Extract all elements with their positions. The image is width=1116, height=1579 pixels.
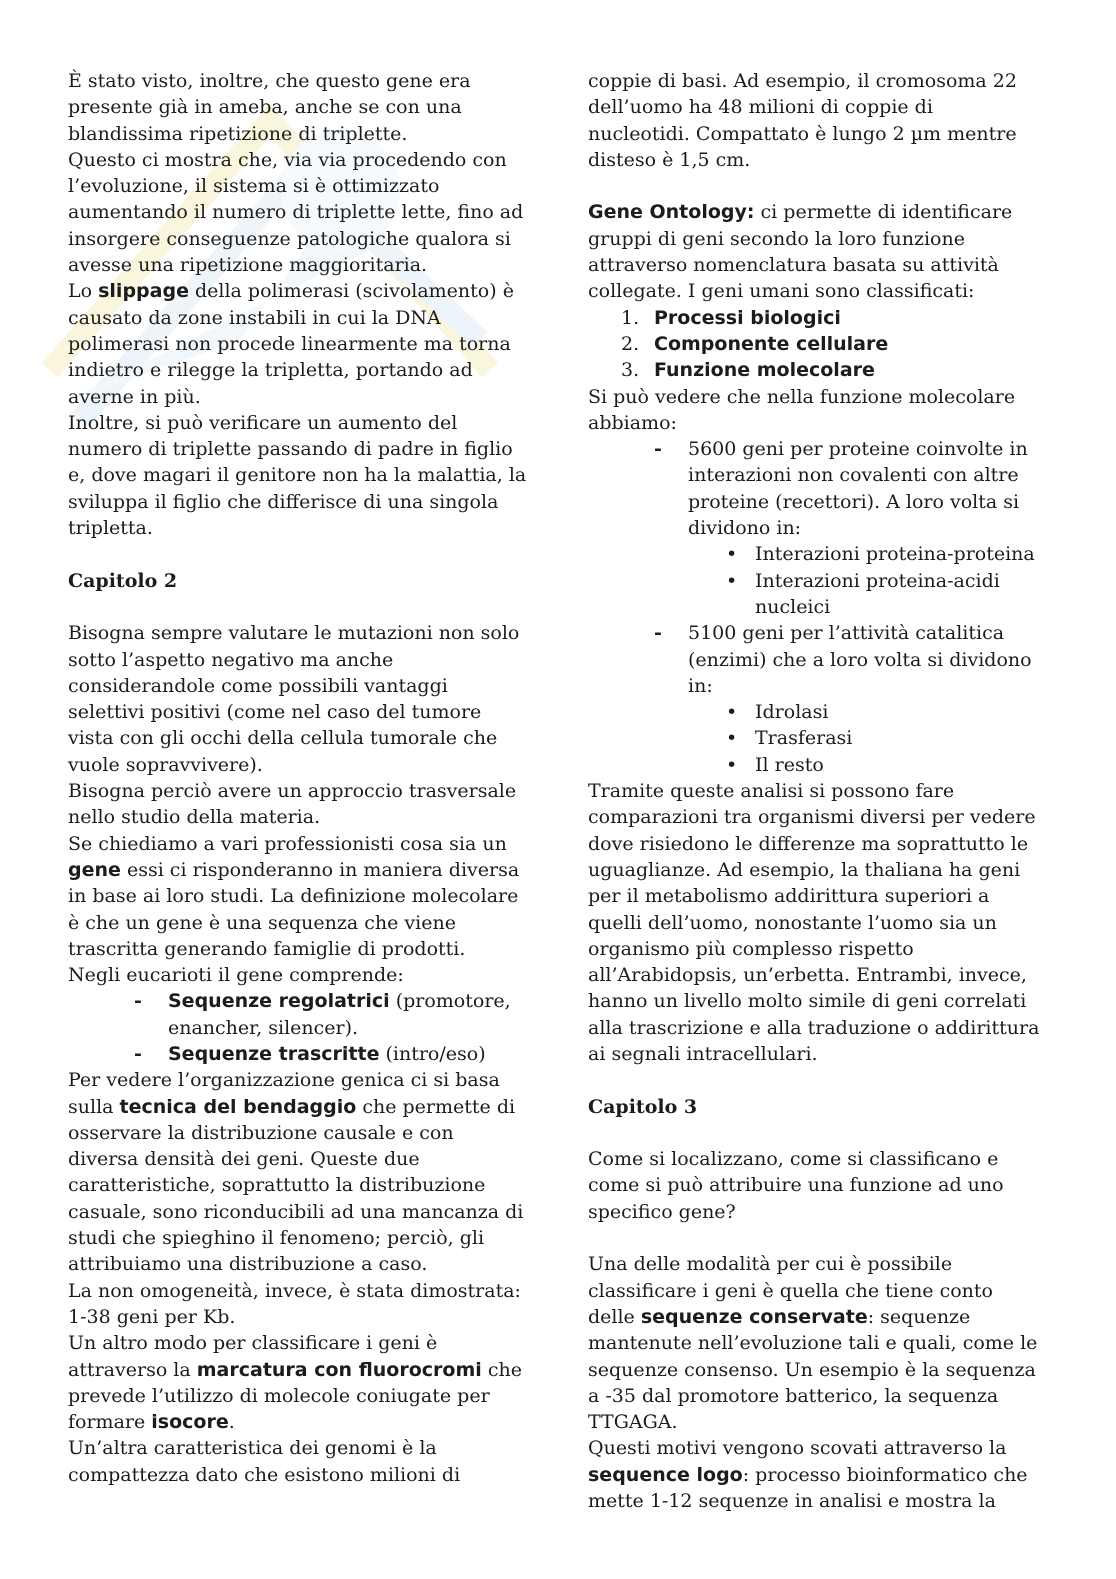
left-column: [68, 68, 530, 1488]
numbered-list: [588, 305, 1040, 384]
list-item: - Sequenze trascritte (intro/eso): [68, 1041, 530, 1067]
bullet-list: [688, 541, 1040, 620]
dash-list: [588, 436, 1040, 778]
paragraph: Una delle modalità per cui è possibile classificare i geni è quella che tiene conto delle sequenze conservate: sequenze mantenute nell’evoluzione tali e quali, come le sequenze consenso. Un esempio è la sequenza a -35 dal promotore batterico, la sequenza TTGAGA.: [588, 1253, 1038, 1434]
paragraph: Come si localizzano, come si classificano e come si può attribuire una funzione ad uno specifico gene?: [588, 1148, 1004, 1223]
paragraph: Bisogna sempre valutare le mutazioni non solo sotto l’aspetto negativo ma anche considerandole come possibili vantaggi selettivi positivi (come nel caso del tumore vista con gli occhi della cellula tumorale che vuole sopravvivere).: [68, 622, 520, 776]
paragraph: Bisogna perciò avere un approccio trasversale nello studio della materia.: [68, 780, 517, 829]
list-item: 1. Processi biologici: [621, 306, 841, 329]
bold-term-fluorocromi: marcatura con fluorocromi: [196, 1358, 482, 1381]
paragraph: La non omogeneità, invece, è stata dimostrata: 1-38 geni per Kb.: [68, 1279, 521, 1328]
list-item: • Interazioni proteina-acidi nucleici: [688, 568, 1040, 621]
list-item: • Interazioni proteina-proteina: [688, 541, 1040, 567]
dash-list: [68, 988, 530, 1067]
list-item: 3. Funzione molecolare: [621, 359, 875, 382]
bold-term-slippage: slippage: [98, 280, 189, 303]
bold-term-sequence-logo: sequence logo: [588, 1463, 743, 1486]
paragraph: Per vedere l’organizzazione genica ci si basa sulla tecnica del bendaggio che permette di osservare la distribuzione causale e con diversa densità dei geni. Queste due caratteristiche, soprattutto la distribuzione casuale, sono riconducibili ad una mancanza di studi che spieghino il fenomeno; perciò, gli attribuiamo una distribuzione a caso.: [68, 1069, 524, 1276]
paragraph: Inoltre, si può verificare un aumento del numero di triplette passando di padre in figlio e, dove magari il genitore non ha la malattia, la sviluppa il figlio che differisce di una singola tripletta.: [68, 411, 527, 540]
paragraph: Questo ci mostra che, via via procedendo con l’evoluzione, il sistema si è ottimizzato aumentando il numero di triplette lette, fino ad insorgere conseguenze patologiche qualora si avesse una ripetizione maggioritaria.: [68, 148, 524, 277]
list-item: • Il resto: [688, 752, 1040, 778]
bullet-list: [688, 699, 1040, 778]
list-item: • Idrolasi: [688, 699, 1040, 725]
paragraph: Si può vedere che nella funzione molecolare abbiamo:: [588, 385, 1016, 434]
bold-term-bendaggio: tecnica del bendaggio: [119, 1095, 357, 1118]
paragraph: Tramite queste analisi si possono fare comparazioni tra organismi diversi per vedere dove risiedono le differenze ma soprattutto le uguaglianze. Ad esempio, la thaliana ha geni per il metabolismo addirittura superiori a quelli dell’uomo, nonostante l’uomo sia un organismo più complesso rispetto all’Arabidopsis, un’erbetta. Entrambi, invece, hanno un livello molto simile di geni correlati alla trascrizione e alla traduzione o addirittura ai segnali intracellulari.: [588, 780, 1040, 1065]
paragraph: Negli eucarioti il gene comprende:: [68, 964, 404, 987]
chapter-2-heading: Capitolo 2: [68, 569, 178, 592]
list-item: - 5100 geni per l’attività catalitica (enzimi) che a loro volta si dividono in: • Idrolasi • Trasferasi • Il resto: [588, 620, 1040, 778]
paragraph: Un’altra caratteristica dei genomi è la compattezza dato che esistono milioni di: [68, 1437, 461, 1486]
bold-term-isocore: isocore: [151, 1411, 229, 1434]
paragraph: Se chiediamo a vari professionisti cosa sia un gene essi ci risponderanno in maniera diversa in base ai loro studi. La definizione molecolare è che un gene è una sequenza che viene trascritta generando famiglie di prodotti.: [68, 832, 520, 960]
bold-term-gene-ontology: Gene Ontology:: [588, 201, 755, 224]
list-item: - 5600 geni per proteine coinvolte in interazioni non covalenti con altre proteine (recettori). A loro volta si dividono in: • Interazioni proteina-proteina • Interazioni proteina-acidi nucleici: [588, 436, 1040, 620]
bold-term-sequenze-conservate: sequenze conservate: [640, 1305, 868, 1328]
paragraph: Questi motivi vengono scovati attraverso la: [588, 1437, 1007, 1460]
paragraph: Un altro modo per classificare i geni è attraverso la marcatura con fluorocromi che prevede l’utilizzo di molecole coniugate per formare isocore.: [68, 1332, 522, 1434]
right-column: [588, 68, 1040, 1514]
list-item: - Sequenze regolatrici (promotore, enancher, silencer).: [68, 988, 530, 1041]
list-item: • Trasferasi: [688, 725, 1040, 751]
chapter-3-heading: Capitolo 3: [588, 1095, 698, 1118]
list-item: 2. Componente cellulare: [621, 332, 889, 355]
paragraph: sequence logo: processo bioinformatico che mette 1-12 sequenze in analisi e mostra la: [588, 1463, 1028, 1513]
paragraph: È stato visto, inoltre, che questo gene era presente già in ameba, anche se con una blandissima ripetizione di triplette.: [68, 70, 471, 145]
bold-term-gene: gene: [68, 858, 121, 881]
paragraph: Lo slippage della polimerasi (scivolamento) è causato da zone instabili in cui la DNA polimerasi non procede linearmente ma torna indietro e rilegge la tripletta, portando ad averne in più.: [68, 280, 514, 408]
paragraph: coppie di basi. Ad esempio, il cromosoma 22 dell’uomo ha 48 milioni di coppie di nucleotidi. Compattato è lungo 2 µm mentre disteso è 1,5 cm.: [588, 70, 1017, 171]
paragraph: Gene Ontology: ci permette di identificare gruppi di geni secondo la loro funzione attraverso nomenclatura basata su attività collegate. I geni umani sono classificati:: [588, 201, 1013, 303]
